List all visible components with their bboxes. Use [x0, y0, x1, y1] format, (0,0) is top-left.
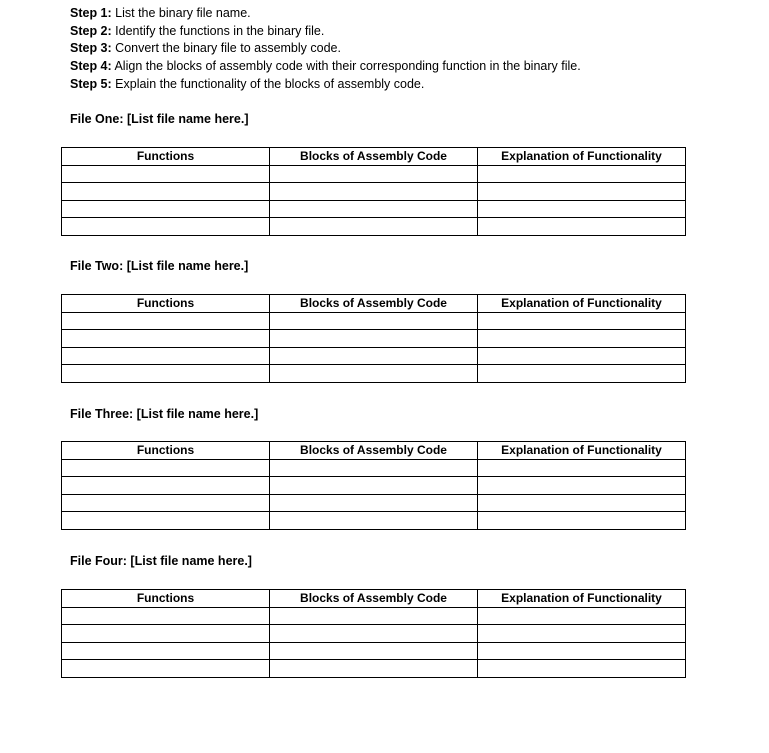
file-one-table — [61, 147, 686, 236]
table-row — [62, 312, 686, 330]
step-text: Align the blocks of assembly code with their corresponding function in the binary file. — [111, 59, 581, 74]
table-cell[interactable] — [478, 347, 686, 365]
table-cell[interactable] — [270, 347, 478, 365]
step-text: Convert the binary file to assembly code. — [111, 41, 341, 56]
table-cell[interactable] — [62, 330, 270, 348]
table-cell[interactable] — [478, 365, 686, 383]
table-cell[interactable] — [62, 512, 270, 530]
table-cell[interactable] — [270, 607, 478, 625]
table-row — [62, 512, 686, 530]
table-cell[interactable] — [62, 607, 270, 625]
table-cell[interactable] — [62, 347, 270, 365]
file-four-heading: File Four: [List file name here.] — [70, 554, 252, 568]
file-four-table — [61, 589, 686, 678]
table-cell[interactable] — [270, 200, 478, 218]
table-row — [62, 347, 686, 365]
table-row — [62, 459, 686, 477]
functions-header: Functions — [62, 590, 270, 608]
step-label: Step 3: — [70, 41, 112, 56]
table-header-row — [62, 148, 686, 166]
table-row — [62, 642, 686, 660]
step-text: Identify the functions in the binary file. — [111, 23, 325, 38]
assembly-code-header: Blocks of Assembly Code — [270, 295, 478, 313]
table-row — [62, 477, 686, 495]
table-row — [62, 494, 686, 512]
table-cell[interactable] — [478, 200, 686, 218]
table-cell[interactable] — [478, 312, 686, 330]
table-cell[interactable] — [270, 660, 478, 678]
table-cell[interactable] — [62, 365, 270, 383]
table-cell[interactable] — [270, 625, 478, 643]
table-row — [62, 607, 686, 625]
step-label: Step 1: — [70, 6, 112, 20]
table-cell[interactable] — [62, 660, 270, 678]
file-two-table — [61, 294, 686, 383]
table-cell[interactable] — [62, 200, 270, 218]
step-text: List the binary file name. — [111, 6, 251, 20]
functions-header: Functions — [62, 148, 270, 166]
file-three-heading: File Three: [List file name here.] — [70, 407, 259, 421]
table-cell[interactable] — [478, 660, 686, 678]
table-cell[interactable] — [270, 642, 478, 660]
step-2 — [70, 23, 581, 41]
step-text: Explain the functionality of the blocks of assembly code. — [111, 76, 425, 91]
table-cell[interactable] — [478, 165, 686, 183]
table-cell[interactable] — [270, 312, 478, 330]
table-cell[interactable] — [478, 477, 686, 495]
table-cell[interactable] — [270, 494, 478, 512]
step-label: Step 4: — [70, 59, 112, 74]
table-cell[interactable] — [62, 459, 270, 477]
table-cell[interactable] — [62, 312, 270, 330]
table-cell[interactable] — [62, 183, 270, 201]
table-cell[interactable] — [62, 218, 270, 236]
functions-header: Functions — [62, 442, 270, 460]
table-cell[interactable] — [270, 459, 478, 477]
file-three-table — [61, 441, 686, 530]
step-5 — [70, 76, 581, 94]
table-cell[interactable] — [62, 642, 270, 660]
file-one-heading: File One: [List file name here.] — [70, 112, 249, 126]
table-cell[interactable] — [270, 330, 478, 348]
table-row — [62, 165, 686, 183]
explanation-header: Explanation of Functionality — [478, 590, 686, 608]
assembly-code-header: Blocks of Assembly Code — [270, 590, 478, 608]
table-cell[interactable] — [62, 477, 270, 495]
step-1 — [70, 5, 581, 23]
table-cell[interactable] — [478, 494, 686, 512]
table-row — [62, 218, 686, 236]
instructions — [70, 5, 581, 94]
table-cell[interactable] — [270, 365, 478, 383]
table-row — [62, 330, 686, 348]
table-cell[interactable] — [270, 165, 478, 183]
explanation-header: Explanation of Functionality — [478, 148, 686, 166]
table-cell[interactable] — [270, 183, 478, 201]
table-header-row — [62, 295, 686, 313]
table-header-row — [62, 442, 686, 460]
explanation-header: Explanation of Functionality — [478, 295, 686, 313]
table-cell[interactable] — [478, 330, 686, 348]
step-label: Step 2: — [70, 23, 112, 38]
table-cell[interactable] — [62, 165, 270, 183]
table-cell[interactable] — [270, 477, 478, 495]
table-cell[interactable] — [478, 642, 686, 660]
table-row — [62, 365, 686, 383]
assembly-code-header: Blocks of Assembly Code — [270, 148, 478, 166]
table-cell[interactable] — [478, 183, 686, 201]
table-cell[interactable] — [62, 494, 270, 512]
table-cell[interactable] — [270, 512, 478, 530]
step-4 — [70, 58, 581, 76]
table-row — [62, 200, 686, 218]
table-cell[interactable] — [62, 625, 270, 643]
table-row — [62, 660, 686, 678]
table-row — [62, 625, 686, 643]
table-cell[interactable] — [270, 218, 478, 236]
table-cell[interactable] — [478, 512, 686, 530]
table-cell[interactable] — [478, 607, 686, 625]
table-cell[interactable] — [478, 459, 686, 477]
file-two-heading: File Two: [List file name here.] — [70, 259, 249, 273]
explanation-header: Explanation of Functionality — [478, 442, 686, 460]
step-3 — [70, 40, 581, 58]
step-label: Step 5: — [70, 76, 112, 91]
table-header-row — [62, 590, 686, 608]
table-cell[interactable] — [478, 625, 686, 643]
table-cell[interactable] — [478, 218, 686, 236]
functions-header: Functions — [62, 295, 270, 313]
table-row — [62, 183, 686, 201]
assembly-code-header: Blocks of Assembly Code — [270, 442, 478, 460]
